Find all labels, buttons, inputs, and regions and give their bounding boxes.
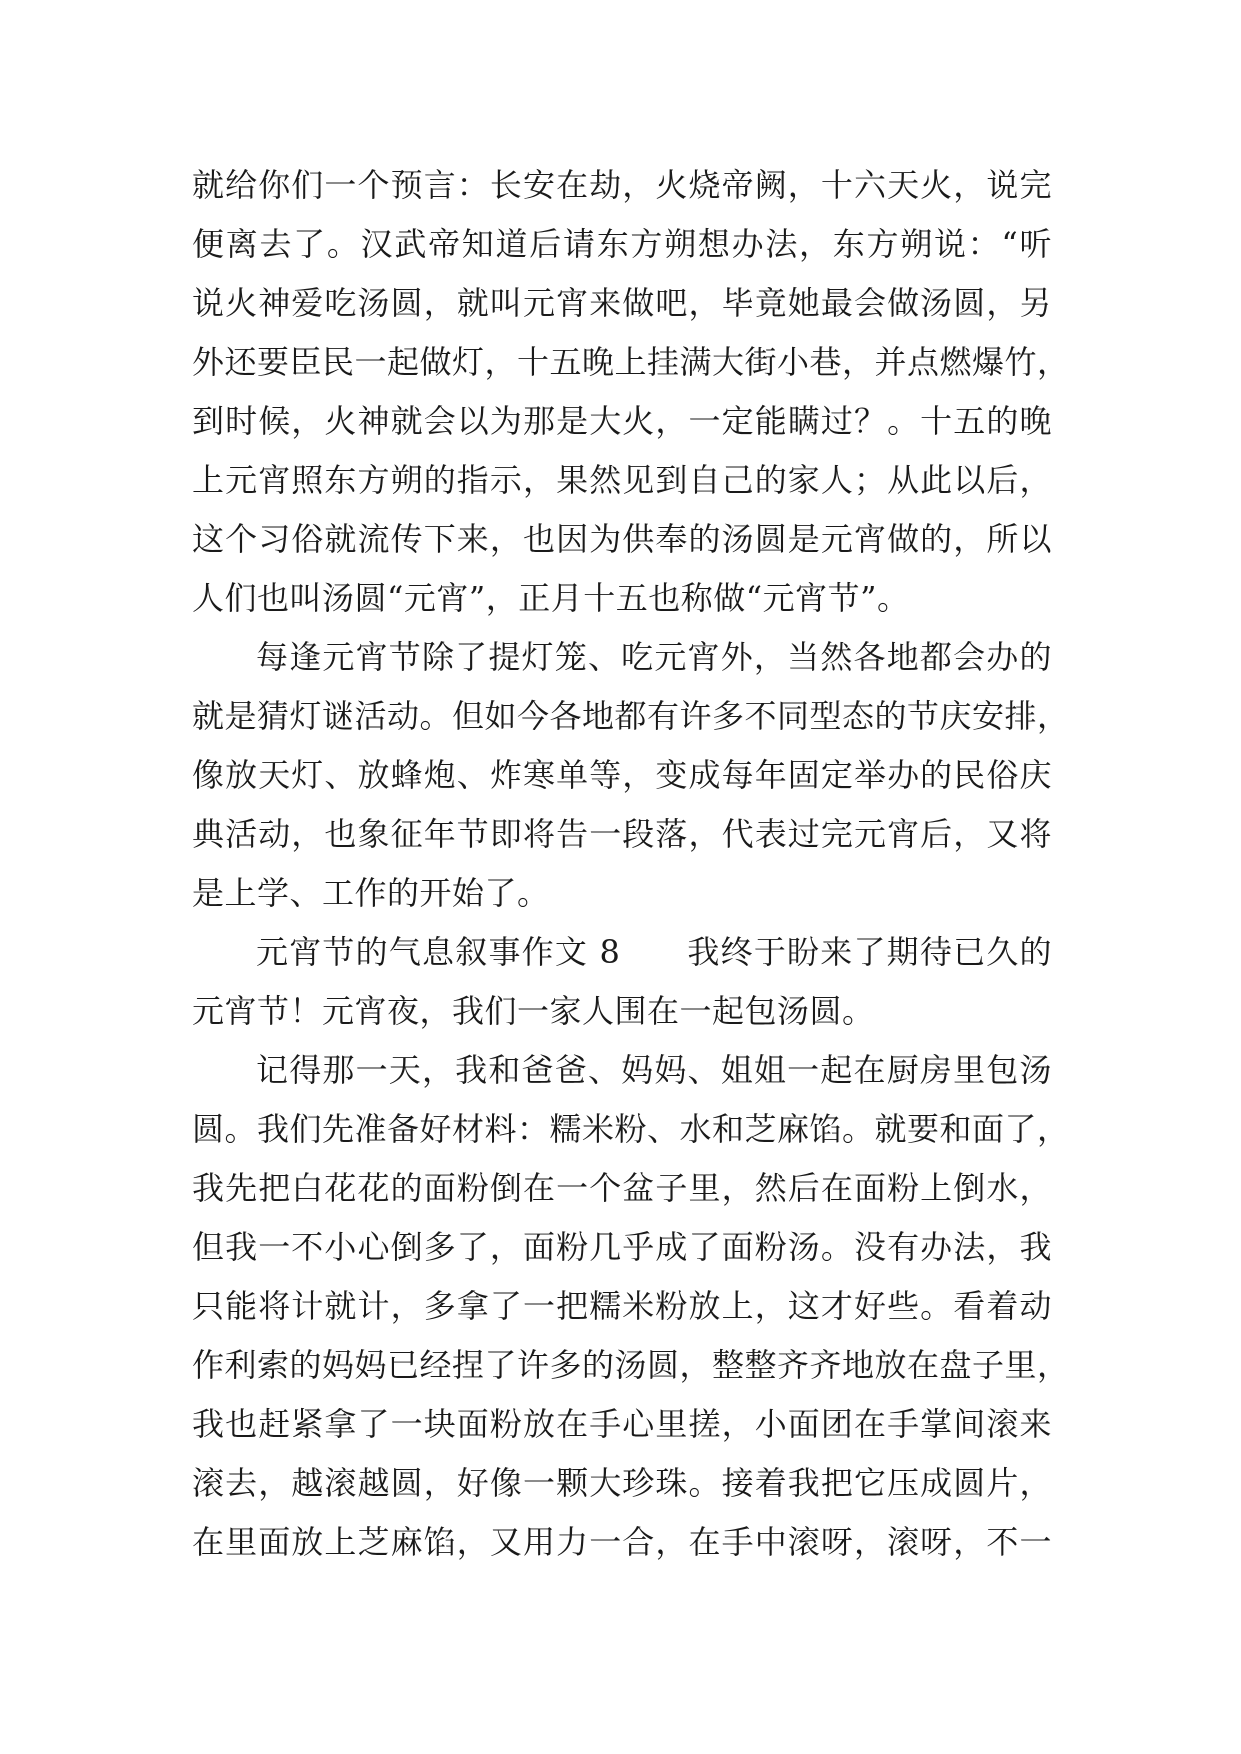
text-line: 就是猜灯谜活动。但如今各地都有许多不同型态的节庆安排， [192,697,1070,735]
text-line: 外还要臣民一起做灯，十五晚上挂满大街小巷，并点燃爆竹， [192,343,1070,381]
paragraph [192,923,1052,1041]
text-line: 说火神爱吃汤圆，就叫元宵来做吧，毕竟她最会做汤圆，另 [192,284,1052,322]
text-line: 到时候，火神就会以为那是大火，一定能瞒过？。十五的晚 [192,402,1052,440]
text-line: 就给你们一个预言：长安在劫，火烧帝阙，十六天火，说完 [192,166,1052,204]
text-line: 这个习俗就流传下来，也因为供奉的汤圆是元宵做的，所以 [192,520,1052,558]
text-line: 但我一不小心倒多了，面粉几乎成了面粉汤。没有办法，我 [192,1228,1052,1266]
text-line: 我也赶紧拿了一块面粉放在手心里搓，小面团在手掌间滚来 [192,1405,1052,1443]
text-line: 作利索的妈妈已经捏了许多的汤圆，整整齐齐地放在盘子里， [192,1346,1070,1384]
text-line: 记得那一天，我和爸爸、妈妈、姐姐一起在厨房里包汤 [256,1051,1052,1089]
text-line: 是上学、工作的开始了。 [192,874,550,912]
paragraph [192,1041,1070,1572]
text-line: 在里面放上芝麻馅，又用力一合，在手中滚呀，滚呀，不一 [192,1523,1052,1561]
document-body [192,156,1070,1572]
text-line: 只能将计就计，多拿了一把糯米粉放上，这才好些。看着动 [192,1287,1052,1325]
text-line: 上元宵照东方朔的指示，果然见到自己的家人；从此以后， [192,461,1052,499]
paragraph [192,156,1070,628]
text-line: 典活动，也象征年节即将告一段落，代表过完元宵后，又将 [192,815,1052,853]
paragraph [192,628,1070,923]
text-line: 便离去了。汉武帝知道后请东方朔想办法，东方朔说：“听 [192,225,1052,263]
text-line: 我先把白花花的面粉倒在一个盆子里，然后在面粉上倒水， [192,1169,1052,1207]
text-line: 人们也叫汤圆“元宵”，正月十五也称做“元宵节”。 [192,579,910,617]
text-line: 圆。我们先准备好材料：糯米粉、水和芝麻馅。就要和面了， [192,1110,1070,1148]
text-line: 滚去，越滚越圆，好像一颗大珍珠。接着我把它压成圆片， [192,1464,1052,1502]
text-line: 元宵节的气息叙事作文 8 我终于盼来了期待已久的 [256,933,1052,971]
text-line: 像放天灯、放蜂炮、炸寒单等，变成每年固定举办的民俗庆 [192,756,1052,794]
text-line: 元宵节！元宵夜，我们一家人围在一起包汤圆。 [192,992,875,1030]
text-line: 每逢元宵节除了提灯笼、吃元宵外，当然各地都会办的 [256,638,1052,676]
